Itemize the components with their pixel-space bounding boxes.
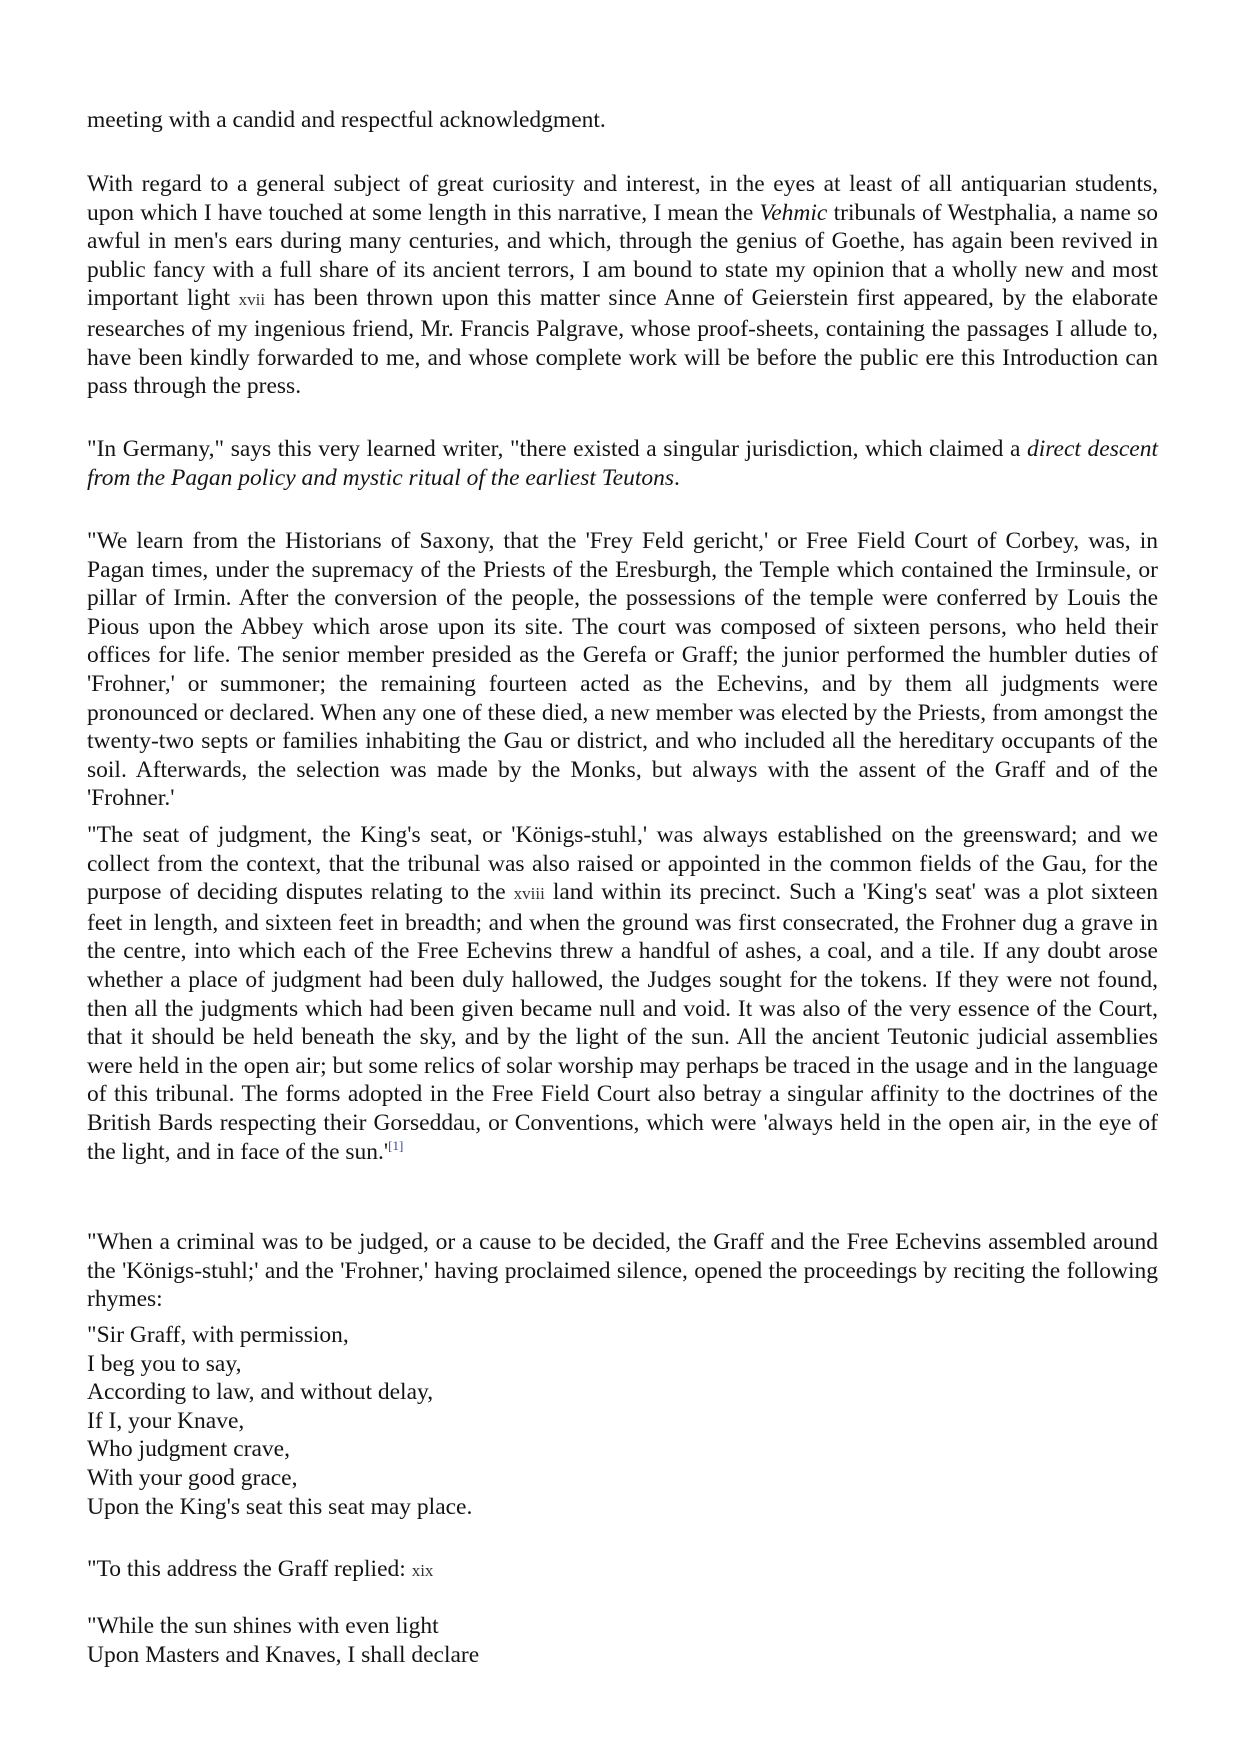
verse-line: Upon the King's seat this seat may place.	[87, 1493, 473, 1520]
text-run: has been thrown upon this matter since Anne of Geierstein first appeared, by the elaborate researches of my ingenious friend, Mr. Francis Palgrave, whose proof-sheets, containing the passages I allude to, have been kindly forwarded to me, and whose complete work will be before the public ere this Introduction can pass through the press.	[87, 285, 1158, 400]
verse-line: "Sir Graff, with permission,	[87, 1322, 349, 1348]
text-run: With regard to a general subject of great curiosity and interest, in the eyes at least of all antiquarian students, upon which I have touched at some length in this narrative, I mean the	[87, 171, 1158, 226]
text-run: "In Germany," says this very learned writer, "there existed a singular jurisdiction, which claimed a	[87, 436, 1027, 462]
paragraph-seat-of-judgment	[87, 821, 1158, 1166]
italic-vehmic: Vehmic	[759, 199, 828, 226]
verse-line: According to law, and without delay,	[87, 1379, 434, 1406]
verse-line: "While the sun shines with even light	[87, 1613, 439, 1639]
verse-line: Upon Masters and Knaves, I shall declare	[87, 1641, 480, 1668]
page-number-marker: xvii	[238, 290, 266, 310]
paragraph-historians-of-saxony: "We learn from the Historians of Saxony, that the 'Frey Feld gericht,' or Free Field Court of Corbey, was, in Pagan times, under the supremacy of the Priests of the Eresburgh, the Temple which contained the Irminsule, or pillar of Irmin. After the conversion of the people, the possessions of the temple were conferred by Louis the Pious upon the Abbey which arose upon its site. The court was composed of sixteen persons, who held their offices for life. The senior member presided as the Gerefa or Graff; the junior performed the humbler duties of 'Frohner,' or summoner; the remaining fourteen acted as the Echevins, and by them all judgments were pronounced or declared. When any one of these died, a new member was elected by the Priests, from amongst the twenty-two septs or families inhabiting the Gau or district, and who included all the hereditary occupants of the soil. Afterwards, the selection was made by the Monks, but always with the assent of the Graff and of the 'Frohner.'	[87, 528, 1158, 812]
verse-block-frohner	[87, 1321, 472, 1521]
text-run: "The seat of judgment, the King's seat, or 'Königs-stuhl,' was always established on the greensward; and we collect from the context, that the tribunal was also raised or appointed in the common fields of the Gau, for the purpose of deciding disputes relating to the	[87, 822, 1158, 906]
paragraph-vehmic-tribunals	[87, 170, 1158, 401]
text-run: .	[674, 464, 680, 491]
verse-line: I beg you to say,	[87, 1350, 242, 1377]
italic-direct-descent: direct descent from the Pagan policy and mystic ritual of the earliest Teutons	[87, 436, 1158, 491]
text-run: tribunals of Westphalia, a name so awful in men's ears during many centuries, and which, through the genius of Goethe, has again been revived in public fancy with a full share of its ancient terrors, I am bound to state my opinion that a wholly new and most important light	[87, 199, 1159, 312]
paragraph-criminal-judged: "When a criminal was to be judged, or a cause to be decided, the Graff and the Free Echevins assembled around the 'Königs-stuhl;' and the 'Frohner,' having proclaimed silence, opened the proceedings by reciting the following rhymes:	[87, 1229, 1158, 1313]
page-number-marker: xviii	[513, 884, 545, 904]
verse-line: Who judgment crave,	[87, 1436, 290, 1463]
verse-block-graff	[87, 1612, 479, 1669]
paragraph-acknowledgment: meeting with a candid and respectful acknowledgment.	[87, 107, 606, 133]
paragraph-in-germany	[87, 435, 1158, 492]
verse-line: With your good grace,	[87, 1464, 298, 1491]
footnote-link[interactable]: [1]	[388, 1137, 404, 1153]
text-run: land within its precinct. Such a 'King's seat' was a plot sixteen feet in length, and sixteen feet in breadth; and when the ground was first consecrated, the Frohner dug a grave in the centre, into which each of the Free Echevins threw a handful of ashes, a coal, and a tile. If any doubt arose whether a place of judgment had been duly hallowed, the Judges sought for the tokens. If they were not found, then all the judgments which had been given became null and void. It was also of the very essence of the Court, that it should be held beneath the sky, and by the light of the sun. All the ancient Teutonic judicial assemblies were held in the open air; but some relics of solar worship may perhaps be traced in the usage and in the language of this tribunal. The forms adopted in the Free Field Court also betray a singular affinity to the doctrines of the British Bards respecting their Gorseddau, or Conventions, which were 'always held in the open air, in the eye of the light, and in face of the sun.'	[87, 879, 1158, 1165]
page-number-marker: xix	[411, 1561, 434, 1580]
text-run: "To this address the Graff replied:	[87, 1556, 412, 1582]
paragraph-graff-replied	[87, 1555, 433, 1586]
verse-line: If I, your Knave,	[87, 1407, 245, 1434]
